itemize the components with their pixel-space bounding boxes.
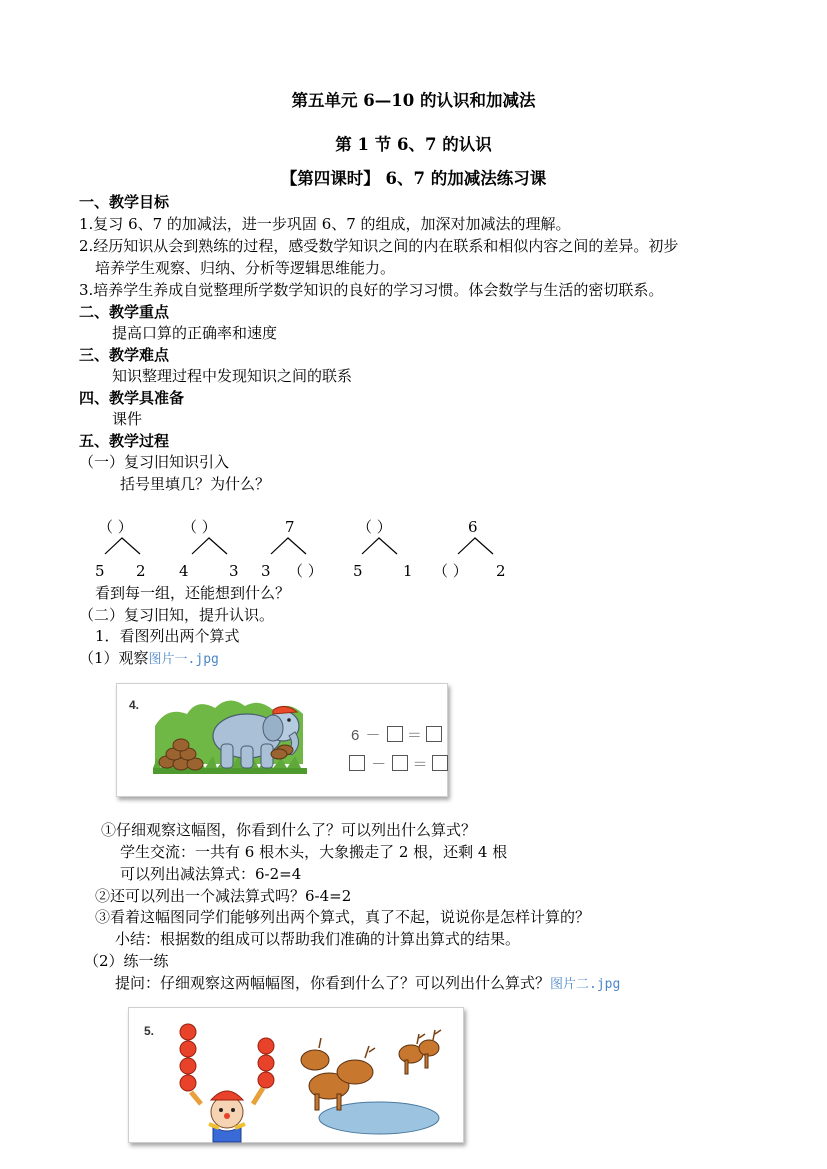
tree-top-1: （ ）	[98, 518, 133, 536]
part1-prompt: 括号里填几？为什么？	[120, 475, 271, 493]
eq2-box-1[interactable]	[349, 755, 365, 771]
tree-bottom-4: 3	[229, 562, 239, 580]
branch-5	[458, 538, 493, 554]
question-3: ③看着这幅图同学们能够列出两个算式，真了不起，说说你是怎样计算的？	[95, 908, 591, 926]
item-1: 1．看图列出两个算式	[95, 627, 240, 645]
tree-top-2: （ ）	[182, 518, 217, 536]
lesson-title: 【第四课时】 6、7 的加减法练习课	[280, 169, 547, 188]
goal-1: 1.复习 6、7 的加减法，进一步巩固 6、7 的组成，加深对加减法的理解。	[79, 215, 571, 233]
eq1-box-2[interactable]	[426, 726, 442, 742]
eq2-equals: ＝	[412, 756, 428, 773]
unit-title: 第五单元 6—10 的认识和加减法	[291, 91, 536, 110]
eq2-box-3[interactable]	[432, 755, 448, 771]
question-1-answer-1: 学生交流：一共有 6 根木头，大象搬走了 2 根，还剩 4 根	[120, 843, 508, 861]
clown	[191, 1088, 263, 1142]
branch-4	[362, 538, 397, 554]
tree-branches	[0, 536, 827, 566]
tools-heading: 四、教学具准备	[79, 389, 185, 407]
summary: 小结：根据数的组成可以帮助我们准确的计算出算式的结果。	[115, 930, 521, 948]
tree-top-3: 7	[285, 518, 295, 536]
figure-2-number: 5.	[144, 1024, 155, 1038]
eq2-minus: －	[371, 756, 387, 773]
tree-bottom-8: 1	[403, 562, 413, 580]
eq1-equals: ＝	[406, 727, 422, 744]
section-title: 第 1 节 6、7 的认识	[335, 135, 492, 154]
tree-bottom-9: （ ）	[433, 562, 468, 580]
equation-1	[351, 724, 442, 745]
question-1: ①仔细观察这幅图，你看到什么了？可以列出什么算式？	[101, 821, 477, 839]
balls-left	[180, 1024, 196, 1091]
tree-top-4: （ ）	[357, 518, 392, 536]
part1-title: （一）复习旧知识引入	[79, 453, 230, 471]
tools-text: 课件	[112, 410, 143, 428]
figure-2-balls-deer	[128, 1007, 464, 1143]
goal-3: 3.培养学生养成自觉整理所学数学知识的良好的学习习惯。体会数学与生活的密切联系。	[79, 281, 664, 299]
image-1-link[interactable]: 图片一.jpg	[148, 652, 219, 667]
observe-label: （1）观察	[79, 649, 149, 667]
question-1-answer-2: 可以列出减法算式：6-2=4	[120, 865, 302, 883]
eq1-minus: －	[365, 727, 381, 744]
goal-2-line2: 培养学生观察、归纳、分析等逻辑思维能力。	[95, 259, 396, 277]
practice-title: （2）练一练	[84, 952, 169, 970]
tree-bottom-5: 3	[261, 562, 271, 580]
branch-3	[271, 538, 306, 554]
question-2: ②还可以列出一个减法算式吗？6-4=2	[95, 887, 352, 905]
tree-bottom-3: 4	[179, 562, 189, 580]
eq2-box-2[interactable]	[392, 755, 408, 771]
goal-2-line1: 2.经历知识从会到熟练的过程，感受数学知识之间的内在联系和相似内容之间的差异。初步	[79, 237, 679, 255]
tree-bottom-2: 2	[136, 562, 146, 580]
goals-heading: 一、教学目标	[79, 193, 170, 211]
tree-top-5: 6	[468, 518, 478, 536]
figure-1-number: 4.	[129, 698, 140, 712]
difficulty-text: 知识整理过程中发现知识之间的联系	[112, 367, 353, 385]
branch-2	[192, 538, 227, 554]
tree-bottom-7: 5	[353, 562, 363, 580]
branch-1	[105, 538, 140, 554]
key-text: 提高口算的正确率和速度	[112, 324, 278, 342]
tree-bottom-10: 2	[496, 562, 506, 580]
practice-prompt: 提问：仔细观察这两幅幅图，你看到什么了？可以列出什么算式？	[115, 974, 551, 992]
image-2-link[interactable]: 图片二.jpg	[550, 977, 621, 992]
tree-bottom-6: （ ）	[288, 562, 323, 580]
part1-followup: 看到每一组，还能想到什么？	[95, 584, 291, 602]
eq1-box-1[interactable]	[387, 726, 403, 742]
equation-2	[349, 753, 448, 774]
difficulty-heading: 三、教学难点	[79, 346, 170, 364]
eq1-start: 6	[351, 727, 360, 744]
tree-bottom-1: 5	[95, 562, 105, 580]
process-heading: 五、教学过程	[79, 432, 170, 450]
figure-1-elephant	[116, 683, 448, 797]
part2-title: （二）复习旧知，提升认识。	[79, 606, 275, 624]
balls-right	[258, 1038, 274, 1088]
key-heading: 二、教学重点	[79, 303, 170, 321]
balls-deer-illustration	[129, 1008, 463, 1142]
